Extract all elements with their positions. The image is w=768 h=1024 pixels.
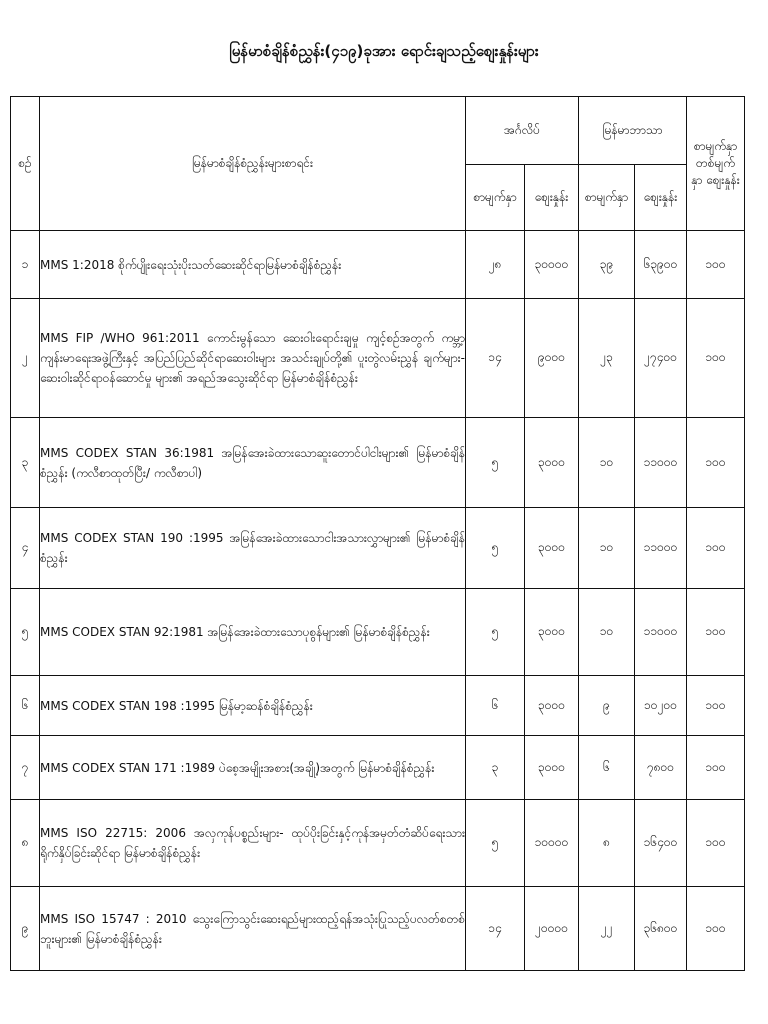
row-number: ၈ (11, 800, 40, 887)
price-per-page: ၁၀၀ (687, 887, 745, 971)
row-number: ၆ (11, 676, 40, 736)
myanmar-pages: ၂၂ (579, 887, 635, 971)
myanmar-pages: ၂၃ (579, 299, 635, 418)
myanmar-price: ၁၁၀၀၀ (635, 508, 687, 589)
myanmar-pages: ၉ (579, 676, 635, 736)
myanmar-price: ၁၆၄၀၀ (635, 800, 687, 887)
standard-title: MMS CODEX STAN 171 :1989 ပဲစေ့အမျိုးအစား(အချို့)အတွက် မြန်မာစံချိန်စံညွှန်း (40, 736, 466, 800)
header-price-per-page: စာမျက်နှာ တစ်မျက်နှာ စျေးနှုန်း (687, 97, 745, 231)
english-pages: ၅ (466, 589, 525, 676)
myanmar-price: ၁၁၀၀၀ (635, 589, 687, 676)
english-price: ၃၀၀၀ (525, 418, 579, 508)
price-per-page: ၁၀၀ (687, 418, 745, 508)
header-standard-list: မြန်မာစံချိန်စံညွှန်းများစာရင်း (40, 97, 466, 231)
english-pages: ၅ (466, 418, 525, 508)
header-mm-pages: စာမျက်နှာ (579, 165, 635, 231)
english-pages: ၂၈ (466, 231, 525, 299)
row-number: ၁ (11, 231, 40, 299)
english-pages: ၆ (466, 676, 525, 736)
myanmar-price: ၆၃၉၀၀ (635, 231, 687, 299)
table-row (11, 299, 745, 418)
english-pages: ၁၄ (466, 887, 525, 971)
row-number: ၇ (11, 736, 40, 800)
myanmar-price: ၃၆၈၀၀ (635, 887, 687, 971)
english-price: ၃၀၀၀ (525, 508, 579, 589)
myanmar-pages: ၁၀ (579, 508, 635, 589)
table-row (11, 231, 745, 299)
header-myanmar: မြန်မာဘာသာ (579, 97, 687, 165)
standard-title: MMS CODEX STAN 92:1981 အမြန်အေးခဲထားသောပုစွန်များ၏ မြန်မာစံချိန်စံညွှန်း (40, 589, 466, 676)
myanmar-pages: ၈ (579, 800, 635, 887)
table-row (11, 508, 745, 589)
myanmar-pages: ၃၉ (579, 231, 635, 299)
row-number: ၅ (11, 589, 40, 676)
table-row (11, 676, 745, 736)
header-en-pages: စာမျက်နှာ (466, 165, 525, 231)
header-no: စဉ် (11, 97, 40, 231)
header-en-price: စျေးနှုန်း (525, 165, 579, 231)
price-per-page: ၁၀၀ (687, 231, 745, 299)
price-per-page: ၁၀၀ (687, 800, 745, 887)
english-price: ၁၀၀၀၀ (525, 800, 579, 887)
row-number: ၂ (11, 299, 40, 418)
standard-title: MMS 1:2018 စိုက်ပျိုးရေးသုံးပိုးသတ်ဆေးဆိုင်ရာမြန်မာစံချိန်စံညွှန်း (40, 231, 466, 299)
english-price: ၃၀၀၀ (525, 676, 579, 736)
table-row (11, 418, 745, 508)
table-row (11, 589, 745, 676)
row-number: ၃ (11, 418, 40, 508)
english-pages: ၅ (466, 508, 525, 589)
english-price: ၉၀၀၀ (525, 299, 579, 418)
price-per-page: ၁၀၀ (687, 676, 745, 736)
standard-title: MMS CODEX STAN 190 :1995 အမြန်အေးခဲထားသောငါးအသားလွှာများ၏ မြန်မာစံချိန် စံညွှန်း (40, 508, 466, 589)
standard-title: MMS ISO 15747 : 2010 သွေးကြောသွင်းဆေးရည်များထည့်ရန်အသုံးပြုသည့်ပလတ်စတစ် ဘူးများ၏ မြန်မာစံချိန်စံညွှန်း (40, 887, 466, 971)
english-price: ၃၀၀၀ (525, 589, 579, 676)
header-english: အင်္ဂလိပ် (466, 97, 579, 165)
price-per-page: ၁၀၀ (687, 589, 745, 676)
english-price: ၃၀၀၀ (525, 736, 579, 800)
standard-title: MMS CODEX STAN 36:1981 အမြန်အေးခဲထားသောဆူးတောင်ပါငါးများ၏ မြန်မာစံချိန် စံညွှန်း (ကလီစာထုတ်ပြီး/ ကလီစာပါ) (40, 418, 466, 508)
price-per-page: ၁၀၀ (687, 299, 745, 418)
myanmar-price: ၁၀၂၀၀ (635, 676, 687, 736)
table-row (11, 800, 745, 887)
table-row (11, 887, 745, 971)
price-per-page: ၁၀၀ (687, 508, 745, 589)
english-price: ၃၀၀၀၀ (525, 231, 579, 299)
standard-title: MMS CODEX STAN 198 :1995 မြန်မာ့ဆန်စံချိန်စံညွှန်း (40, 676, 466, 736)
header-mm-price: စျေးနှုန်း (635, 165, 687, 231)
english-pages: ၅ (466, 800, 525, 887)
english-pages: ၃ (466, 736, 525, 800)
standard-title: MMS FIP /WHO 961:2011 ကောင်းမွန်သော ဆေးဝါးရောင်းချမှု ကျင့်စဉ်အတွက် ကမ္ဘာ့ကျန်းမာရေးအဖွဲ့ကြီးနှင့် အပြည်ပြည်ဆိုင်ရာဆေးဝါးများ အသင်းချုပ်တို့၏ ပူးတွဲလမ်းညွှန် ချက်များ-ဆေးဝါးဆိုင်ရာဝန်ဆောင်မှု များ၏ အရည်အသွေးဆိုင်ရာ မြန်မာစံချိန်စံညွှန်း (40, 299, 466, 418)
myanmar-price: ၇၈၀၀ (635, 736, 687, 800)
myanmar-pages: ၆ (579, 736, 635, 800)
row-number: ၉ (11, 887, 40, 971)
standard-title: MMS ISO 22715: 2006 အလှကုန်ပစ္စည်းများ- ထုပ်ပိုးခြင်းနှင့်ကုန်အမှတ်တံဆိပ်ရေးသား ရိုက်နှိပ်ခြင်းဆိုင်ရာ မြန်မာစံချိန်စံညွှန်း (40, 800, 466, 887)
myanmar-price: ၂၇၄၀၀ (635, 299, 687, 418)
page-title: မြန်မာစံချိန်စံညွှန်း(၄၁၉)ခုအား ရောင်းချသည့်စျေးနှုန်းများ (229, 42, 539, 60)
myanmar-pages: ၁၀ (579, 418, 635, 508)
table-row (11, 736, 745, 800)
english-pages: ၁၄ (466, 299, 525, 418)
row-number: ၄ (11, 508, 40, 589)
english-price: ၂၀၀၀၀ (525, 887, 579, 971)
myanmar-pages: ၁၀ (579, 589, 635, 676)
myanmar-price: ၁၁၀၀၀ (635, 418, 687, 508)
table-body (11, 231, 745, 971)
price-per-page: ၁၀၀ (687, 736, 745, 800)
price-table (10, 96, 745, 971)
